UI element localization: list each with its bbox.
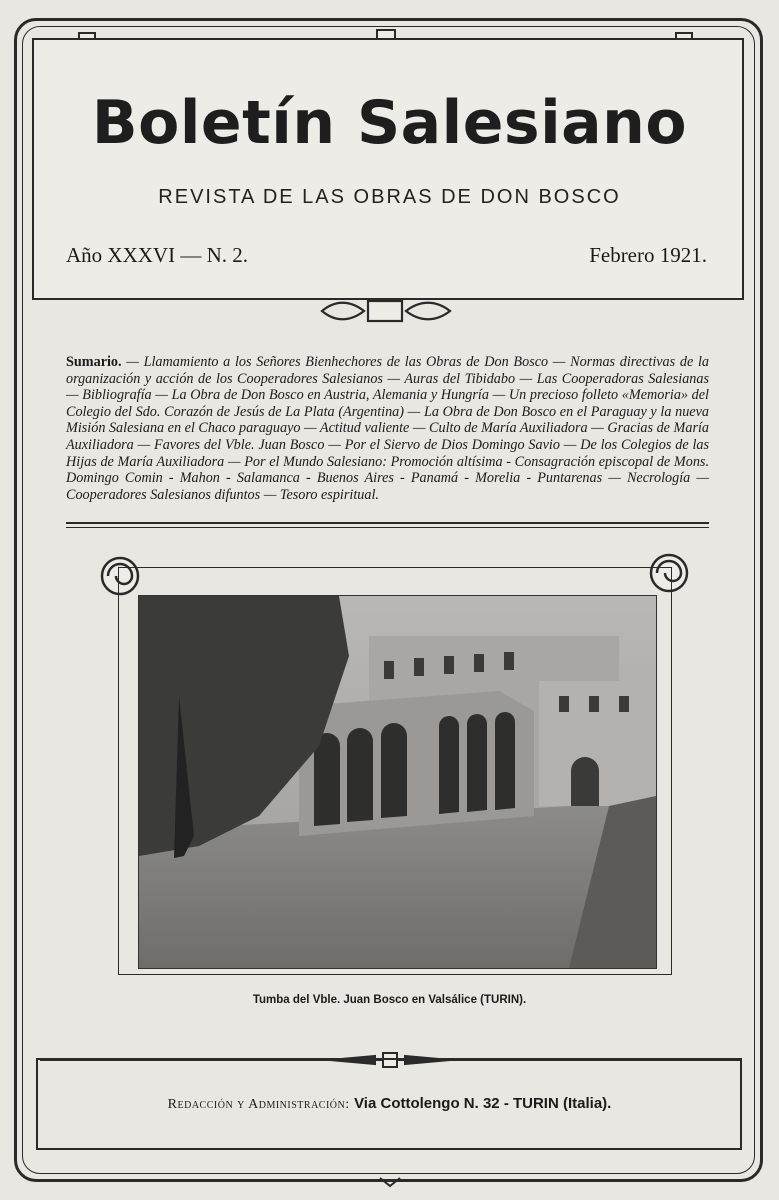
divider-thin	[66, 527, 709, 528]
header-ornament	[322, 301, 450, 321]
footer-label: Redacción y Administración:	[167, 1097, 350, 1112]
issue-date: Febrero 1921.	[589, 243, 707, 267]
building-illustration	[139, 596, 656, 968]
summary	[66, 354, 709, 503]
footer-address: Via Cottolengo N. 32 - TURIN (Italia).	[354, 1095, 612, 1112]
tomb-photo	[138, 595, 657, 969]
photo-caption: Tumba del Vble. Juan Bosco en Valsálice (TURIN).	[252, 994, 527, 1006]
page-subtitle: REVISTA DE LAS OBRAS DE DON BOSCO	[158, 186, 621, 208]
page-title: Boletín Salesiano	[91, 88, 688, 158]
summary-text: — Llamamiento a los Señores Bienhechores de las Obras de Don Bosco — Normas directivas de la organización y acción de los Cooperadores Salesianos — Auras del Tibidabo — Las Cooperadoras Salesianas — Bibliografía — La Obra de Don Bosco en Austria, Alemania y Hungría — Un precioso folleto «Memoria» del Colegio del Sdo. Corazón de Jesús de La Plata (Argentina) — La Obra de Don Bosco en el Paraguay y la nueva Misión Salesiana en el Chaco paraguayo — Actitud valiente — Culto de María Auxiliadora — Gracias de María Auxiliadora — Favores del Vble. Juan Bosco — Por el Siervo de Dios Domingo Savio — De los Colegios de las Hijas de María Auxiliadora — Por el Mundo Salesiano: Promoción altísima - Consagración episcopal de Mons. Domingo Comin - Mahon - Salamanca - Buenos Aires - Panamá - Morelia - Puntarenas — Necrología — Cooperadores Salesianos difuntos — Tesoro espiritual.	[66, 354, 709, 503]
summary-label: Sumario.	[66, 354, 122, 370]
divider	[66, 522, 709, 524]
footer	[0, 1095, 779, 1113]
issue-number: Año XXXVI — N. 2.	[66, 243, 248, 267]
